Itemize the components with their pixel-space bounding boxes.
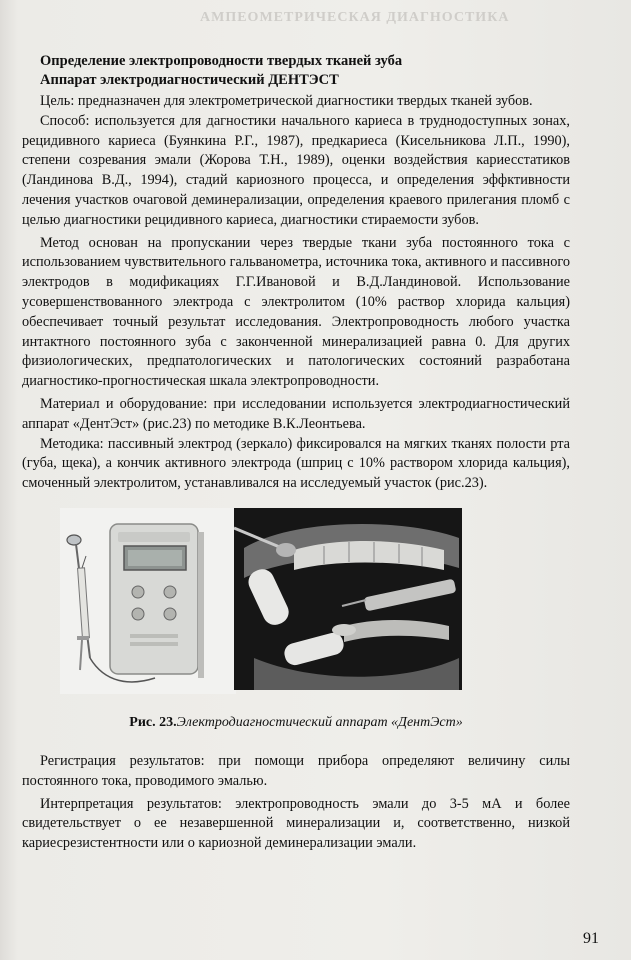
dentest-device-image [60,508,236,694]
intraoral-procedure-image [234,508,462,690]
paragraph-method-usage: Способ: используется для дагностики начального кариеса в труднодоступных зонах, рецидивного кариеса (Буянкина Р.Г., 1987), предкариеса (Кисельникова Л.П., 1990), степени созревания эмали (Жорова Т.Н., 1989), оценки воздействия кариесстатиков (Ландинова В.Д., 1994), стадий кариозного процесса, и определения эффктивности лечения участков очаговой деминерализации, определения краевого прилегания пломб с целью диагностики рецидивного кариеса, диагностики стираемости зубов. [22,112,570,228]
section-heading: Определение электропроводности твердых тканей зуба [40,53,403,69]
figure-23 [22,508,570,708]
caption-number: Рис. 23. [129,714,177,730]
show-through-header: АМПЕОМЕТРИЧЕСКАЯ ДИАГНОСТИКА [200,10,510,25]
paragraph-technique: Методика: пассивный электрод (зеркало) фиксировался на мягких тканях полости рта (губа, щека), а кончик активного электрода (шприц с 10% раствором хлорида кальция), смоченный электролитом, устанавливался на исследуемый участок (рис.23). [22,435,570,492]
caption-text: Электродиагностический аппарат «ДентЭст» [176,714,463,730]
page-content [22,52,570,854]
paragraph-equipment: Материал и оборудование: при исследовании используется электродиагностический аппарат «ДентЭст» (рис.23) по методике В.К.Леонтьева. [22,395,570,432]
paragraph-purpose: Цель: предназначен для электрометрической диагностики твердых тканей зубов. [40,93,533,109]
paragraph-principle: Метод основан на пропускании через твердые ткани зуба постоянного тока с использованием чувствительного гальванометра, источника тока, активного и пассивного электродов в модификациях Г.Г.Ивановой и В.Д.Ландиновой. Использование усовершенствованного электрода с электролитом (10% раствор хлорида кальция) обеспечивает точный результат исследования. Электропроводность любого участка интактного постоянного зуба с законченной минерализацией равна 0. Для других физиологических, предпатологических и патологических состояний разработана диагностико-прогностическая шкала электропроводности. [22,234,570,390]
paragraph-interpretation: Интерпретация результатов: электропроводность эмали до 3-5 мА и более свидетельствует о ее незавершенной минерализации и, соответственно, низкой кариесрезистентности или о кариозной деминерализации эмали. [22,795,570,852]
paragraph-registration: Регистрация результатов: при помощи прибора определяют величину силы постоянного тока, проводимого эмалью. [22,752,570,789]
device-heading: Аппарат электродиагностический ДЕНТЭСТ [40,72,339,88]
device-photo [60,508,236,694]
mouth-photo [234,508,462,690]
page-number: 91 [583,930,599,947]
figure-caption [22,714,570,732]
